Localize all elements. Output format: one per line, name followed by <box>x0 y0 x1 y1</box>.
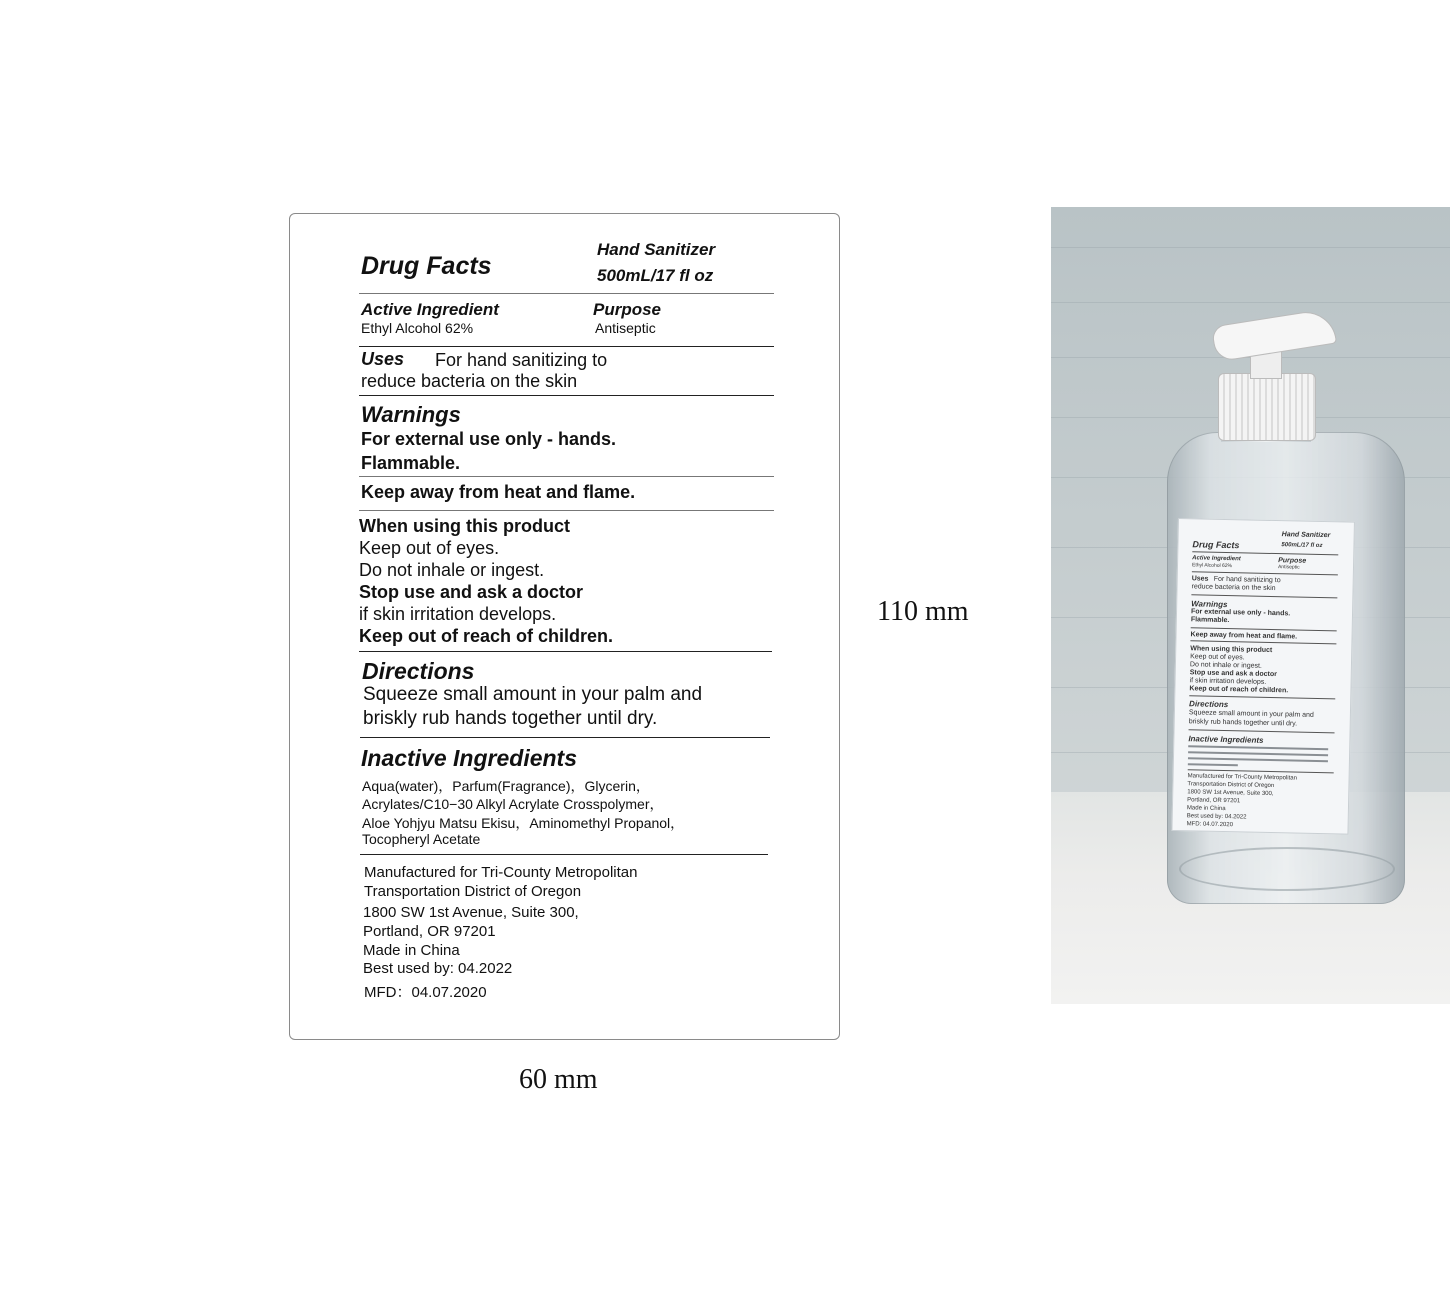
warnings-line2: Flammable. <box>361 453 461 473</box>
product-name: Hand Sanitizer <box>597 240 716 259</box>
bottle-label-text: Stop use and ask a doctor <box>1189 669 1277 679</box>
bottle-label-text: Keep out of eyes. <box>1190 653 1245 662</box>
uses-heading: Uses <box>361 349 405 369</box>
bottle-label-text: Drug Facts <box>1192 539 1240 551</box>
bottle-label-text: Best used by: 04.2022 <box>1186 813 1247 821</box>
divider <box>359 346 774 347</box>
divider <box>359 510 774 511</box>
bottle-label-text: For external use only - hands. <box>1190 608 1291 618</box>
divider <box>359 476 774 477</box>
active-ingredient: Ethyl Alcohol 62% <box>361 320 474 336</box>
bottle-label-text: Active Ingredient <box>1192 555 1241 563</box>
bottle-label-text: reduce bacteria on the skin <box>1191 583 1276 593</box>
bottle-label-text: Portland, OR 97201 <box>1187 797 1241 805</box>
uses-line2: reduce bacteria on the skin <box>361 371 578 391</box>
bottle-label-text: Antiseptic <box>1277 564 1300 571</box>
bottle-label-text: Keep away from heat and flame. <box>1190 631 1298 641</box>
directions-line2: briskly rub hands together until dry. <box>363 708 658 729</box>
inactive-line3: Aloe Yohjyu Matsu Ekisu，Aminomethyl Propanol， <box>362 815 685 831</box>
keep-away: Keep away from heat and flame. <box>361 482 636 502</box>
bottle-label-text: Ethyl Alcohol 62% <box>1191 562 1233 570</box>
keep-out-children: Keep out of reach of children. <box>359 626 614 646</box>
label-title: Drug Facts <box>361 252 492 280</box>
inactive-line4: Tocopheryl Acetate <box>362 831 481 847</box>
warnings-line1: For external use only - hands. <box>361 429 617 449</box>
bottle-label-fine-print <box>1188 751 1328 756</box>
bottle-label-text: Squeeze small amount in your palm and <box>1188 709 1314 719</box>
bottle-base <box>1179 847 1395 891</box>
bottle-label-text: Purpose <box>1278 557 1307 565</box>
bottle-label-text: MFD: 04.07.2020 <box>1186 821 1234 829</box>
divider <box>359 651 772 652</box>
bottle-label-fine-print <box>1188 745 1328 750</box>
width-dimension: 60 mm <box>519 1064 598 1095</box>
when-using-heading: When using this product <box>359 516 570 536</box>
warnings-heading: Warnings <box>361 402 461 427</box>
directions-line1: Squeeze small amount in your palm and <box>363 684 703 705</box>
stop-use-line: if skin irritation develops. <box>359 604 557 624</box>
bottle-label-fine-print <box>1188 763 1238 766</box>
inactive-line2: Acrylates/C10−30 Alkyl Acrylate Crosspolymer， <box>362 796 664 812</box>
drug-facts-label <box>289 213 840 1040</box>
bottle-label-text: Hand Sanitizer <box>1281 531 1331 540</box>
mfr-line2: Transportation District of Oregon <box>364 883 582 900</box>
bottle-label-text: 500mL/17 fl oz <box>1281 542 1323 550</box>
inactive-heading: Inactive Ingredients <box>361 745 578 771</box>
bottle-label-text: Keep out of reach of children. <box>1189 685 1289 695</box>
bottle-label-divider <box>1191 627 1337 631</box>
address-line2: Portland, OR 97201 <box>363 923 496 940</box>
bottle-label-fine-print <box>1188 757 1328 762</box>
bottle-label-text: Inactive Ingredients <box>1188 734 1264 745</box>
bottle-label-text: Directions <box>1189 699 1229 710</box>
bottle-label-text: Transportation District of Oregon <box>1187 781 1275 790</box>
bottle-label-divider <box>1192 571 1338 575</box>
divider <box>359 395 774 396</box>
when-using-line1: Keep out of eyes. <box>359 538 500 558</box>
mfd: MFD：04.07.2020 <box>364 984 487 1001</box>
height-dimension: 110 mm <box>877 596 969 627</box>
divider <box>359 293 774 294</box>
bottle-label-text: Made in China <box>1186 805 1226 813</box>
bottle-label-text: When using this product <box>1190 645 1273 655</box>
made-in: Made in China <box>363 942 460 959</box>
divider <box>360 854 768 855</box>
bottle-label-text: if skin irritation develops. <box>1189 677 1267 686</box>
bottle-label-divider <box>1191 594 1337 598</box>
bottle-label-divider <box>1188 769 1334 773</box>
bottle-label <box>1171 518 1355 835</box>
divider <box>360 737 770 738</box>
pump-cap <box>1218 373 1316 441</box>
address-line1: 1800 SW 1st Avenue, Suite 300, <box>363 904 579 921</box>
purpose-heading: Purpose <box>593 300 662 319</box>
bottle-label-divider <box>1190 640 1336 644</box>
stop-use-heading: Stop use and ask a doctor <box>359 582 584 602</box>
bottle-label-divider <box>1189 729 1335 733</box>
when-using-line2: Do not inhale or ingest. <box>359 560 545 580</box>
bottle-label-text: For hand sanitizing to <box>1213 575 1281 585</box>
bottle-label-text: Manufactured for Tri-County Metropolitan <box>1187 773 1298 782</box>
uses-line1: For hand sanitizing to <box>435 350 608 370</box>
bottle-label-text: Flammable. <box>1190 616 1230 625</box>
directions-heading: Directions <box>362 658 475 684</box>
bottle-label-text: Warnings <box>1191 599 1228 610</box>
bottle-label-text: Do not inhale or ingest. <box>1189 661 1262 670</box>
mfr-line1: Manufactured for Tri-County Metropolitan <box>364 864 638 881</box>
inactive-line1: Aqua(water)，Parfum(Fragrance)，Glycerin， <box>362 778 650 794</box>
purpose: Antiseptic <box>595 320 656 336</box>
bottle-label-text: briskly rub hands together until dry. <box>1188 718 1298 728</box>
bottle-label-divider <box>1189 695 1335 699</box>
product-volume: 500mL/17 fl oz <box>597 266 714 285</box>
product-photo <box>1051 207 1450 1004</box>
best-used: Best used by: 04.2022 <box>363 960 513 977</box>
bottle-label-text: 1800 SW 1st Avenue, Suite 300, <box>1187 789 1274 798</box>
active-ingredient-heading: Active Ingredient <box>361 300 499 319</box>
bottle-label-text: Uses <box>1191 575 1209 583</box>
bottle-label-divider <box>1192 551 1338 555</box>
